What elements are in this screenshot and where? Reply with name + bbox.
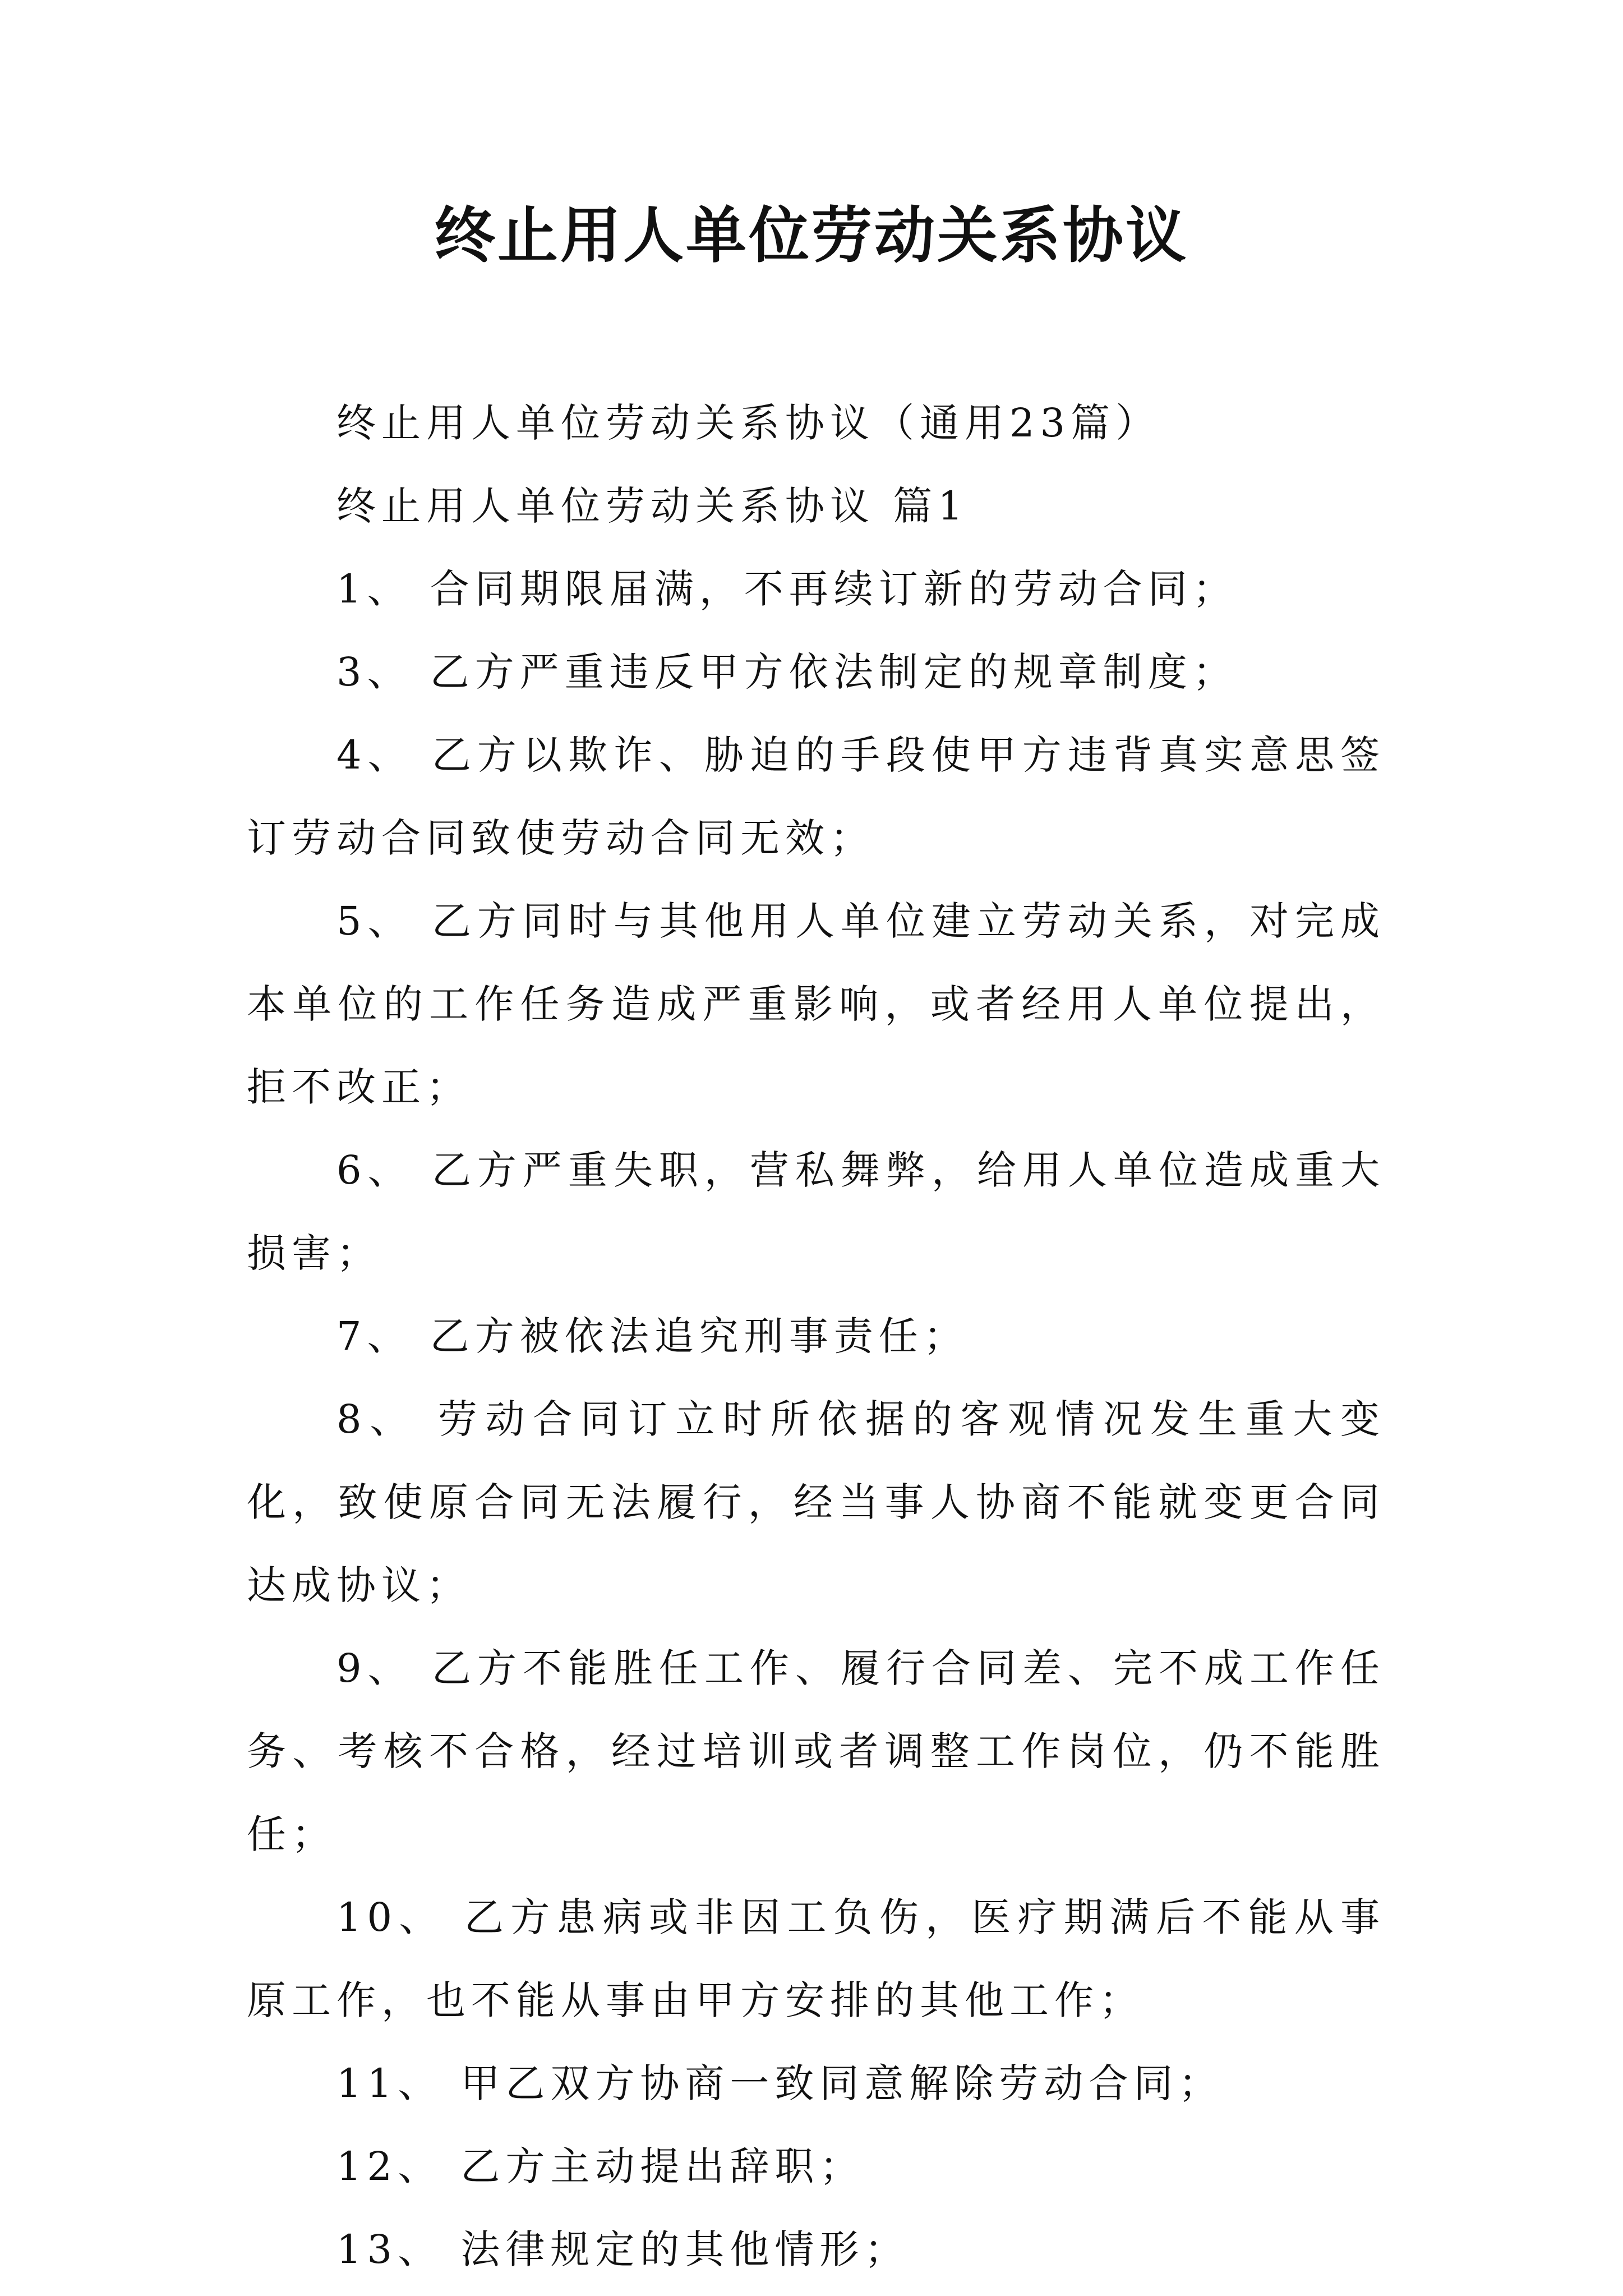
document-body bbox=[247, 381, 1385, 2291]
subtitle-paragraph: 终止用人单位劳动关系协议（通用23篇） bbox=[336, 400, 1161, 446]
document-title: 终止用人单位劳动关系协议 bbox=[434, 200, 1188, 271]
clause-paragraph: 5、 乙方同时与其他用人单位建立劳动关系，对完成本单位的工作任务造成严重影响，或者经用人单位提出，拒不改正； bbox=[247, 898, 1385, 1110]
clause-paragraph: 6、 乙方严重失职，营私舞弊，给用人单位造成重大损害； bbox=[247, 1147, 1385, 1276]
section-heading: 终止用人单位劳动关系协议 篇1 bbox=[336, 483, 969, 529]
clause-paragraph: 3、 乙方严重违反甲方依法制定的规章制度； bbox=[336, 649, 1238, 695]
clause-paragraph: 10、 乙方患病或非因工负伤，医疗期满后不能从事原工作，也不能从事由甲方安排的其他工作； bbox=[247, 1894, 1385, 2023]
clause-paragraph: 13、 法律规定的其他情形； bbox=[336, 2226, 910, 2272]
clause-paragraph: 11、 甲乙双方协商一致同意解除劳动合同； bbox=[336, 2060, 1224, 2106]
clause-paragraph: 9、 乙方不能胜任工作、履行合同差、完不成工作任务、考核不合格，经过培训或者调整工作岗位，仍不能胜任； bbox=[247, 1645, 1385, 1857]
clause-paragraph: 4、 乙方以欺诈、胁迫的手段使甲方违背真实意思签订劳动合同致使劳动合同无效； bbox=[247, 732, 1385, 861]
clause-paragraph: 7、 乙方被依法追究刑事责任； bbox=[336, 1313, 969, 1359]
clause-paragraph: 1、 合同期限届满，不再续订新的劳动合同； bbox=[336, 566, 1238, 612]
clause-paragraph: 12、 乙方主动提出辞职； bbox=[336, 2143, 865, 2189]
clause-paragraph: 8、 劳动合同订立时所依据的客观情况发生重大变化，致使原合同无法履行，经当事人协商不能就变更合同达成协议； bbox=[247, 1396, 1385, 1608]
